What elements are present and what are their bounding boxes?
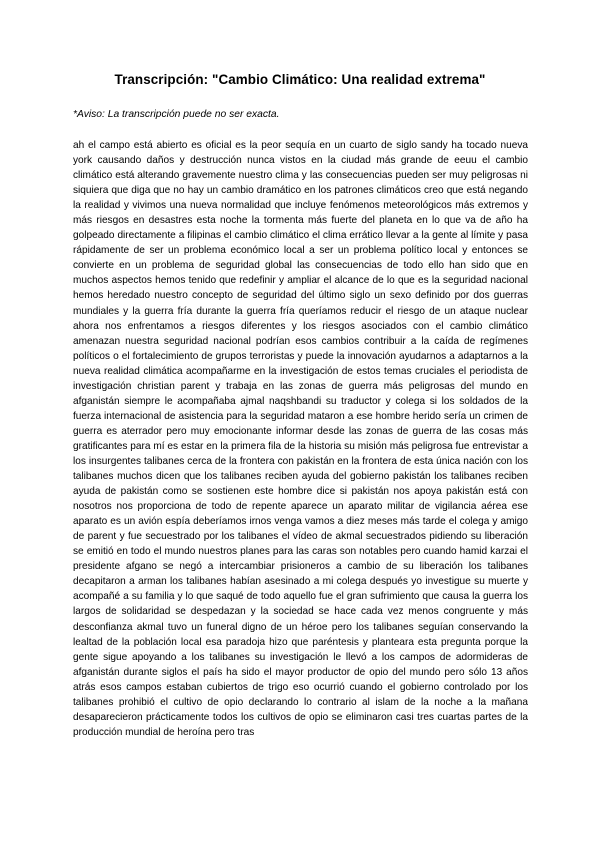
document-title: Transcripción: "Cambio Climático: Una realidad extrema": [114, 72, 486, 87]
transcription-notice: *Aviso: La transcripción puede no ser exacta.: [73, 109, 280, 120]
transcript-body: ah el campo está abierto es oficial es la peor sequía en un cuarto de siglo sandy ha tocado nueva york causando daños y destrucción nunca vistos en la ciudad más grande de eeuu el cambio climático está alterando gravemente nuestro clima y las consecuencias pueden ser muy peligrosas ni siquiera que diga que no hay un cambio dramático en los patrones climáticos creo que está negando la realidad y vivimos una nueva normalidad que incluye fenómenos meteorológicos más extremos y más riesgos en desastres esta noche la tormenta más fuerte del planeta en lo que va de año ha golpeado directamente a filipinas el cambio climático el clima errático llevar a la gente al límite y pasa rápidamente de ser un problema económico local a ser un problema político local y entonces se convierte en un problema de seguridad global las consecuencias de todo ello han sido que en muchos aspectos hemos tenido que redefinir y ampliar el alcance de lo que es la seguridad nacional hemos heredado nuestro concepto de seguridad del último siglo un sexo definido por dos guerras mundiales y la guerra fría durante la guerra fría queríamos reducir el riesgo de un ataque nuclear ahora nos enfrentamos a riesgos diferentes y los riesgos asociados con el cambio climático amenazan nuestra seguridad nacional podrían esos cambios contribuir a la caída de regímenes políticos o el fortalecimiento de grupos terroristas y puede la innovación ayudarnos a adaptarnos a la nueva realidad climática acompañarme en la investigación de estos temas cruciales el periodista de investigación christian parent y trabaja en las zonas de guerra más peligrosas del mundo en afganistán siempre le acompañaba ajmal naqshbandi su traductor y colega si los soldados de la fuerza internacional de asistencia para la seguridad mataron a ese hombre herido sería un crimen de guerra es aterrador pero muy emocionante informar desde las zonas de guerra de las cosas más gratificantes para mí es estar en la primera fila de la historia su misión más peligrosa fue entrevistar a los insurgentes talibanes cerca de la frontera con pakistán en la frontera de esta única nación con los talibanes muchos dicen que los talibanes reciben ayuda del gobierno pakistán los talibanes reciben ayuda de pakistán como se sostienen este hombre dice si pakistán nos apoya pakistán está con nosotros nos proporciona de todo de repente aparece un aparato militar de vigilancia aérea ese aparato es un avión espía deberíamos irnos venga vamos a diez meses más tarde el colega y amigo de parent y fue secuestrado por los talibanes el vídeo de akmal secuestrados pidiendo su liberación se emitió en todo el mundo nuestros planes para las caras son notables pero cuando hamid karzai el presidente afgano se negó a intercambiar prisioneros a cambio de su liberación los talibanes decapitaron a arman los talibanes habían asesinado a mi colega después yo investigue su muerte y acompañé a su familia y lo que saqué de todo aquello fue el gran sufrimiento que causa la guerra los largos de solidaridad se despedazan y la sociedad se hace cada vez menos congruente y más desconfianza akmal tuvo un funeral digno de un héroe pero los talibanes seguían conservando la lealtad de la población local esa paradoja hizo que paréntesis y planteara esta pregunta porque la gente sigue apoyando a los talibanes su investigación le llevó a los campos de adormideras de afganistán durante siglos el país ha sido el mayor productor de opio del mundo pero sólo 13 años atrás esos campos estaban cubiertos de trigo eso ocurrió cuando el gobierno controlado por los talibanes prohibió el cultivo de opio declarando lo contrario al islam de la noche a la mañana desaparecieron prácticamente todos los cultivos de opio se eliminaron casi tres cuartas partes de la producción mundial de heroína pero tras: [73, 140, 528, 738]
